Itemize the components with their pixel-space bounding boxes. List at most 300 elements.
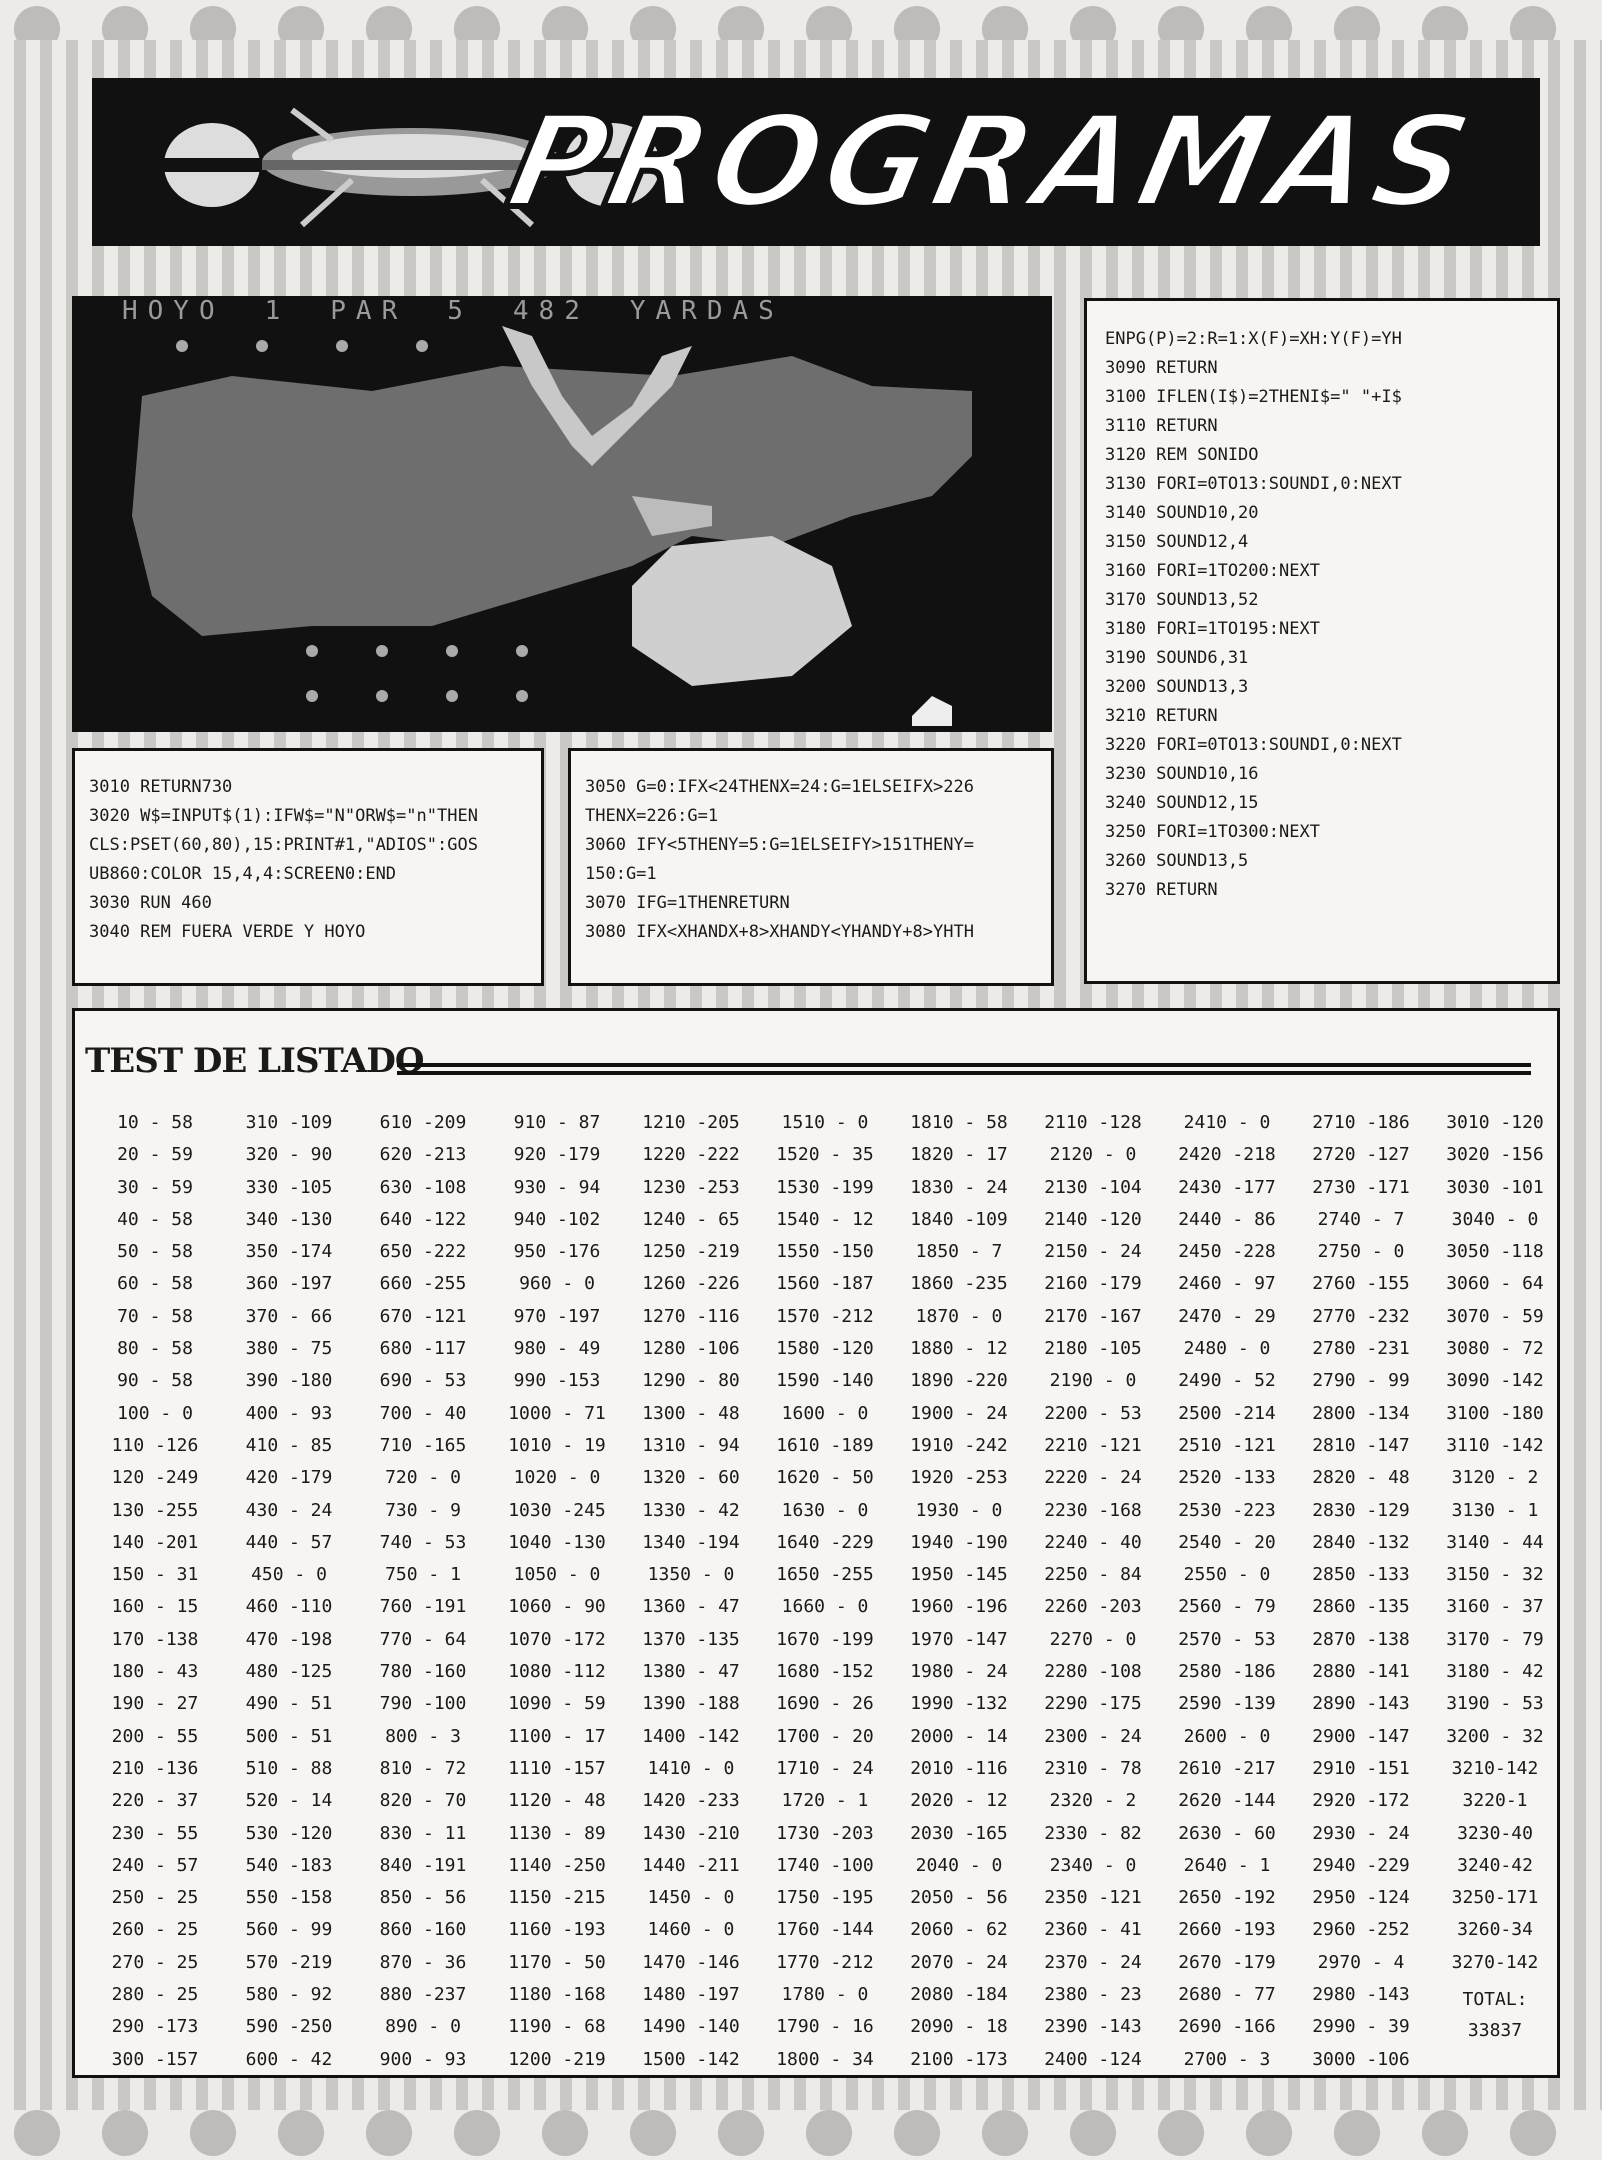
checksum-entry: 2700 - 3 xyxy=(1183,2048,1271,2070)
page-header xyxy=(92,78,1540,246)
checksum-entry: 3060 - 64 xyxy=(1446,1273,1544,1295)
checksum-entry: 920 -179 xyxy=(513,1144,601,1166)
border-dot xyxy=(454,2110,500,2156)
checksum-entry: 1500 -142 xyxy=(642,2048,740,2070)
checksum-entry: 2010 -116 xyxy=(910,1757,1008,1779)
checksum-entry: 2650 -192 xyxy=(1178,1887,1276,1909)
checksum-entry: 260 - 25 xyxy=(111,1919,199,1941)
checksum-entry: 2710 -186 xyxy=(1312,1112,1410,1133)
checksum-entry: 2320 - 2 xyxy=(1049,1790,1137,1812)
checksum-entry: 2810 -147 xyxy=(1312,1434,1410,1456)
code-listing-right xyxy=(1084,298,1560,984)
checksum-entry: 540 -183 xyxy=(245,1854,333,1876)
checksum-entry: 2310 - 78 xyxy=(1044,1757,1142,1779)
checksum-entry: 2580 -186 xyxy=(1178,1661,1276,1683)
checksum-entry: 1870 - 0 xyxy=(915,1305,1003,1327)
checksum-entry: 2900 -147 xyxy=(1312,1725,1410,1747)
checksum-entry: 2720 -127 xyxy=(1312,1144,1410,1166)
checksum-entry: 2050 - 56 xyxy=(910,1887,1008,1909)
checksum-entry: 1990 -132 xyxy=(910,1693,1008,1715)
checksum-entry: 1220 -222 xyxy=(642,1144,740,1166)
checksum-entry: 750 - 1 xyxy=(385,1564,461,1586)
checksum-entry: 3000 -106 xyxy=(1312,2048,1410,2070)
checksum-entry: 2740 - 7 xyxy=(1317,1208,1405,1230)
checksum-entry: 2200 - 53 xyxy=(1044,1402,1142,1424)
checksum-entry: 2670 -179 xyxy=(1178,1951,1276,1973)
checksum-entry: 2570 - 53 xyxy=(1178,1628,1276,1650)
checksum-entry: 20 - 59 xyxy=(117,1144,193,1166)
checksum-entry: 2540 - 20 xyxy=(1178,1531,1276,1553)
border-dot xyxy=(1246,2110,1292,2156)
checksum-entry: 140 -201 xyxy=(111,1531,199,1553)
checksum-entry: 1750 -195 xyxy=(776,1887,874,1909)
checksum-entry: 170 -138 xyxy=(111,1628,199,1650)
checksum-entry: 1140 -250 xyxy=(508,1854,606,1876)
checksum-entry: 320 - 90 xyxy=(245,1144,333,1166)
code-line: 3180 FORI=1TO195:NEXT xyxy=(1105,619,1320,639)
checksum-entry: 2560 - 79 xyxy=(1178,1596,1276,1618)
checksum-entry: 3170 - 79 xyxy=(1446,1628,1544,1650)
checksum-entry: 3220-1 xyxy=(1462,1790,1528,1812)
checksum-entry: 3240-42 xyxy=(1457,1854,1533,1876)
checksum-column xyxy=(889,1107,1029,2076)
checksum-entry: 1650 -255 xyxy=(776,1564,874,1586)
checksum-entry: 130 -255 xyxy=(111,1499,199,1521)
checksum-entry: 1860 -235 xyxy=(910,1273,1008,1295)
checksum-entry: 1840 -109 xyxy=(910,1208,1008,1230)
checksum-entry: 1660 - 0 xyxy=(781,1596,869,1618)
code-listing-left xyxy=(72,748,544,986)
checksum-entry: 160 - 15 xyxy=(111,1596,199,1618)
checksum-entry: 2770 -232 xyxy=(1312,1305,1410,1327)
checksum-entry: 2680 - 77 xyxy=(1178,1984,1276,2006)
checksum-entry: 1250 -219 xyxy=(642,1241,740,1263)
checksum-entry: 710 -165 xyxy=(379,1434,467,1456)
checksum-entry: 1810 - 58 xyxy=(910,1112,1008,1133)
checksum-column xyxy=(487,1107,627,2076)
checksum-entry: 1490 -140 xyxy=(642,2016,740,2038)
checksum-entry: 1980 - 24 xyxy=(910,1661,1008,1683)
code-line: 3040 REM FUERA VERDE Y HOYO xyxy=(89,922,366,942)
checksum-entry: 820 - 70 xyxy=(379,1790,467,1812)
checksum-entry: 2510 -121 xyxy=(1178,1434,1276,1456)
checksum-entry: 850 - 56 xyxy=(379,1887,467,1909)
game-screenshot xyxy=(72,296,1052,732)
code-line: 3220 FORI=0TO13:SOUNDI,0:NEXT xyxy=(1105,735,1402,755)
checksum-entry: 2500 -214 xyxy=(1178,1402,1276,1424)
checksum-entry: 1790 - 16 xyxy=(776,2016,874,2038)
hud-hole-number: 1 xyxy=(264,296,291,326)
checksum-entry: 1130 - 89 xyxy=(508,1822,606,1844)
checksum-entry: 2800 -134 xyxy=(1312,1402,1410,1424)
checksum-entry: 740 - 53 xyxy=(379,1531,467,1553)
border-dot xyxy=(1510,2110,1556,2156)
checksum-entry: 720 - 0 xyxy=(385,1467,461,1489)
checksum-entry: 2660 -193 xyxy=(1178,1919,1276,1941)
checksum-entry: 3130 - 1 xyxy=(1451,1499,1539,1521)
border-dot xyxy=(102,2110,148,2156)
checksum-entry: 1380 - 47 xyxy=(642,1661,740,1683)
checksum-entry: 2470 - 29 xyxy=(1178,1305,1276,1327)
checksum-entry: 10 - 58 xyxy=(117,1112,193,1133)
checksum-entry: 2240 - 40 xyxy=(1044,1531,1142,1553)
border-dot xyxy=(630,2110,676,2156)
checksum-entry: 1640 -229 xyxy=(776,1531,874,1553)
checksum-entry: 230 - 55 xyxy=(111,1822,199,1844)
checksum-entry: 2960 -252 xyxy=(1312,1919,1410,1941)
code-listing-middle xyxy=(568,748,1054,986)
checksum-entry: 1080 -112 xyxy=(508,1661,606,1683)
checksum-entry: 340 -130 xyxy=(245,1208,333,1230)
checksum-entry: 2990 - 39 xyxy=(1312,2016,1410,2038)
checksum-entry: 610 -209 xyxy=(379,1112,467,1133)
checksum-entry: 2230 -168 xyxy=(1044,1499,1142,1521)
checksum-entry: 1920 -253 xyxy=(910,1467,1008,1489)
checksum-entry: 2400 -124 xyxy=(1044,2048,1142,2070)
checksum-entry: 590 -250 xyxy=(245,2016,333,2038)
checksum-entry: 2380 - 23 xyxy=(1044,1984,1142,2006)
checksum-entry: 60 - 58 xyxy=(117,1273,193,1295)
code-line: 3020 W$=INPUT$(1):IFW$="N"ORW$="n"THEN xyxy=(89,806,478,826)
checksum-entry: 1400 -142 xyxy=(642,1725,740,1747)
checksum-entry: 2020 - 12 xyxy=(910,1790,1008,1812)
checksum-entry: 500 - 51 xyxy=(245,1725,333,1747)
checksum-entry: 2830 -129 xyxy=(1312,1499,1410,1521)
checksum-entry: 3270-142 xyxy=(1451,1951,1539,1973)
checksum-entry: 810 - 72 xyxy=(379,1757,467,1779)
checksum-entry: 1730 -203 xyxy=(776,1822,874,1844)
checksum-entry: 1950 -145 xyxy=(910,1564,1008,1586)
checksum-entry: 2250 - 84 xyxy=(1044,1564,1142,1586)
checksum-entry: 1420 -233 xyxy=(642,1790,740,1812)
checksum-entry: 3180 - 42 xyxy=(1446,1661,1544,1683)
checksum-entry: 370 - 66 xyxy=(245,1305,333,1327)
code-line: ENPG(P)=2:R=1:X(F)=XH:Y(F)=YH xyxy=(1105,329,1402,349)
checksum-entry: 1510 - 0 xyxy=(781,1112,869,1133)
checksum-columns xyxy=(85,1107,1555,2070)
checksum-entry: 550 -158 xyxy=(245,1887,333,1909)
checksum-entry: 1930 - 0 xyxy=(915,1499,1003,1521)
checksum-entry: 1910 -242 xyxy=(910,1434,1008,1456)
code-line: 3120 REM SONIDO xyxy=(1105,445,1259,465)
checksum-entry: 3100 -180 xyxy=(1446,1402,1544,1424)
checksum-entry: 2590 -139 xyxy=(1178,1693,1276,1715)
checksum-entry: 1970 -147 xyxy=(910,1628,1008,1650)
checksum-entry: 220 - 37 xyxy=(111,1790,199,1812)
checksum-entry: 3250-171 xyxy=(1451,1887,1539,1909)
code-line: 3090 RETURN xyxy=(1105,358,1218,378)
checksum-entry: 2530 -223 xyxy=(1178,1499,1276,1521)
checksum-entry: 830 - 11 xyxy=(379,1822,467,1844)
checksum-entry: 1100 - 17 xyxy=(508,1725,606,1747)
checksum-entry: 1230 -253 xyxy=(642,1176,740,1198)
checksum-entry: 2760 -155 xyxy=(1312,1273,1410,1295)
checksum-entry: 1550 -150 xyxy=(776,1241,874,1263)
border-dot xyxy=(718,2110,764,2156)
checksum-entry: 2360 - 41 xyxy=(1044,1919,1142,1941)
bottom-dots-border xyxy=(0,2104,1602,2160)
checksum-entry: 760 -191 xyxy=(379,1596,467,1618)
checksum-entry: 1590 -140 xyxy=(776,1370,874,1392)
checksum-entry: 1200 -219 xyxy=(508,2048,606,2070)
checksum-entry: 2490 - 52 xyxy=(1178,1370,1276,1392)
checksum-entry: 3230-40 xyxy=(1457,1822,1533,1844)
code-line: 3060 IFY<5THENY=5:G=1ELSEIFY>151THENY= xyxy=(585,835,974,855)
code-line: 3070 IFG=1THENRETURN xyxy=(585,893,790,913)
border-dot xyxy=(1070,2110,1116,2156)
checksum-entry: 2950 -124 xyxy=(1312,1887,1410,1909)
checksum-entry: 1470 -146 xyxy=(642,1951,740,1973)
code-line: 3230 SOUND10,16 xyxy=(1105,764,1259,784)
checksum-entry: 510 - 88 xyxy=(245,1757,333,1779)
checksum-entry: 1240 - 65 xyxy=(642,1208,740,1230)
checksum-entry: 1430 -210 xyxy=(642,1822,740,1844)
code-line: 3260 SOUND13,5 xyxy=(1105,851,1249,871)
checksum-entry: 400 - 93 xyxy=(245,1402,333,1424)
code-line: 3150 SOUND12,4 xyxy=(1105,532,1249,552)
checksum-entry: 520 - 14 xyxy=(245,1790,333,1812)
checksum-entry: 1180 -168 xyxy=(508,1984,606,2006)
checksum-entry: 1330 - 42 xyxy=(642,1499,740,1521)
checksum-entry: 1850 - 7 xyxy=(915,1241,1003,1263)
checksum-entry: 2350 -121 xyxy=(1044,1887,1142,1909)
hud-distance: 482 xyxy=(512,296,590,326)
checksum-entry: 580 - 92 xyxy=(245,1984,333,2006)
checksum-entry: 1030 -245 xyxy=(508,1499,606,1521)
checksum-entry: 2260 -203 xyxy=(1044,1596,1142,1618)
checksum-entry: 2610 -217 xyxy=(1178,1757,1276,1779)
code-line: 3170 SOUND13,52 xyxy=(1105,590,1259,610)
checksum-entry: 2280 -108 xyxy=(1044,1661,1142,1683)
checksum-entry: 80 - 58 xyxy=(117,1338,193,1360)
checksum-entry: 640 -122 xyxy=(379,1208,467,1230)
checksum-entry: 2750 - 0 xyxy=(1317,1241,1405,1263)
checksum-entry: 1300 - 48 xyxy=(642,1402,740,1424)
checksum-entry: 680 -117 xyxy=(379,1338,467,1360)
checksum-entry: 1690 - 26 xyxy=(776,1693,874,1715)
checksum-entry: 2930 - 24 xyxy=(1312,1822,1410,1844)
checksum-entry: 1450 - 0 xyxy=(647,1887,735,1909)
checksum-entry: 1560 -187 xyxy=(776,1273,874,1295)
code-line: 3010 RETURN730 xyxy=(89,777,233,797)
checksum-entry: 310 -109 xyxy=(245,1112,333,1133)
checksum-entry: 2080 -184 xyxy=(910,1984,1008,2006)
checksum-entry: 800 - 3 xyxy=(385,1725,461,1747)
checksum-entry: 2090 - 18 xyxy=(910,2016,1008,2038)
checksum-entry: 2730 -171 xyxy=(1312,1176,1410,1198)
checksum-entry: 2630 - 60 xyxy=(1178,1822,1276,1844)
checksum-entry: 330 -105 xyxy=(245,1176,333,1198)
checksum-entry: 1700 - 20 xyxy=(776,1725,874,1747)
code-line: 3240 SOUND12,15 xyxy=(1105,793,1259,813)
checksum-entry: 440 - 57 xyxy=(245,1531,333,1553)
checksum-entry: 1000 - 71 xyxy=(508,1402,606,1424)
checksum-entry: 350 -174 xyxy=(245,1241,333,1263)
border-dot xyxy=(1334,2110,1380,2156)
hud-par-label: PAR xyxy=(330,296,408,326)
checksum-entry: 1940 -190 xyxy=(910,1531,1008,1553)
golf-course-map xyxy=(72,296,1052,732)
checksum-entry: 1150 -215 xyxy=(508,1887,606,1909)
checksum-entry: 3050 -118 xyxy=(1446,1241,1544,1263)
code-line: 3110 RETURN xyxy=(1105,416,1218,436)
checksum-entry: 1760 -144 xyxy=(776,1919,874,1941)
checksum-entry: 2210 -121 xyxy=(1044,1434,1142,1456)
checksum-entry: 90 - 58 xyxy=(117,1370,193,1392)
checksum-entry: 860 -160 xyxy=(379,1919,467,1941)
checksum-entry: 360 -197 xyxy=(245,1273,333,1295)
checksum-entry: 980 - 49 xyxy=(513,1338,601,1360)
checksum-entry: 940 -102 xyxy=(513,1208,601,1230)
checksum-entry: 40 - 58 xyxy=(117,1208,193,1230)
checksum-entry: 2940 -229 xyxy=(1312,1854,1410,1876)
checksum-entry: 2980 -143 xyxy=(1312,1984,1410,2006)
checksum-entry: 70 - 58 xyxy=(117,1305,193,1327)
checksum-entry: 1320 - 60 xyxy=(642,1467,740,1489)
checksum-entry: 1620 - 50 xyxy=(776,1467,874,1489)
checksum-entry: 570 -219 xyxy=(245,1951,333,1973)
checksum-entry: 3030 -101 xyxy=(1446,1176,1544,1198)
checksum-entry: 2180 -105 xyxy=(1044,1338,1142,1360)
game-hud xyxy=(122,296,1042,326)
code-line: 3160 FORI=1TO200:NEXT xyxy=(1105,561,1320,581)
checksum-entry: 380 - 75 xyxy=(245,1338,333,1360)
checksum-entry: 970 -197 xyxy=(513,1305,601,1327)
checksum-entry: 470 -198 xyxy=(245,1628,333,1650)
checksum-column xyxy=(1023,1107,1163,2076)
checksum-entry: 1820 - 17 xyxy=(910,1144,1008,1166)
checksum-entry: 1160 -193 xyxy=(508,1919,606,1941)
checksum-entry: 1310 - 94 xyxy=(642,1434,740,1456)
total-value: 33837 xyxy=(1467,2020,1523,2042)
checksum-entry: 840 -191 xyxy=(379,1854,467,1876)
checksum-entry: 770 - 64 xyxy=(379,1628,467,1650)
checksum-entry: 110 -126 xyxy=(111,1434,199,1456)
checksum-entry: 2300 - 24 xyxy=(1044,1725,1142,1747)
checksum-entry: 490 - 51 xyxy=(245,1693,333,1715)
checksum-entry: 790 -100 xyxy=(379,1693,467,1715)
checksum-entry: 1740 -100 xyxy=(776,1854,874,1876)
border-dot xyxy=(366,2110,412,2156)
checksum-entry: 990 -153 xyxy=(513,1370,601,1392)
checksum-entry: 3210-142 xyxy=(1451,1757,1539,1779)
checksum-entry: 2620 -144 xyxy=(1178,1790,1276,1812)
checksum-entry: 2060 - 62 xyxy=(910,1919,1008,1941)
title-rule xyxy=(397,1063,1531,1075)
checksum-entry: 2870 -138 xyxy=(1312,1628,1410,1650)
checksum-entry: 1410 - 0 xyxy=(647,1757,735,1779)
checksum-entry: 2690 -166 xyxy=(1178,2016,1276,2038)
checksum-entry: 30 - 59 xyxy=(117,1176,193,1198)
checksum-entry: 3020 -156 xyxy=(1446,1144,1544,1166)
checksum-entry: 2370 - 24 xyxy=(1044,1951,1142,1973)
checksum-entry: 2170 -167 xyxy=(1044,1305,1142,1327)
checksum-entry: 950 -176 xyxy=(513,1241,601,1263)
checksum-entry: 880 -237 xyxy=(379,1984,467,2006)
border-dot xyxy=(1158,2110,1204,2156)
checksum-entry: 2070 - 24 xyxy=(910,1951,1008,1973)
checksum-entry: 450 - 0 xyxy=(251,1564,327,1586)
checksum-entry: 1670 -199 xyxy=(776,1628,874,1650)
checksum-entry: 120 -249 xyxy=(111,1467,199,1489)
checksum-entry: 200 - 55 xyxy=(111,1725,199,1747)
border-dot xyxy=(14,2110,60,2156)
code-line: THENX=226:G=1 xyxy=(585,806,719,826)
checksum-entry: 1440 -211 xyxy=(642,1854,740,1876)
code-line: 3200 SOUND13,3 xyxy=(1105,677,1249,697)
checksum-entry: 1010 - 19 xyxy=(508,1434,606,1456)
checksum-entry: 1960 -196 xyxy=(910,1596,1008,1618)
code-line: 3210 RETURN xyxy=(1105,706,1218,726)
checksum-entry: 2130 -104 xyxy=(1044,1176,1142,1198)
checksum-entry: 2550 - 0 xyxy=(1183,1564,1271,1586)
checksum-entry: 1830 - 24 xyxy=(910,1176,1008,1198)
checksum-entry: 410 - 85 xyxy=(245,1434,333,1456)
checksum-entry: 2850 -133 xyxy=(1312,1564,1410,1586)
checksum-entry: 1890 -220 xyxy=(910,1370,1008,1392)
code-line: 3270 RETURN xyxy=(1105,880,1218,900)
checksum-entry: 1720 - 1 xyxy=(781,1790,869,1812)
checksum-entry: 1580 -120 xyxy=(776,1338,874,1360)
border-dot xyxy=(1422,2110,1468,2156)
checksum-entry: 2030 -165 xyxy=(910,1822,1008,1844)
checksum-entry: 1090 - 59 xyxy=(508,1693,606,1715)
checksum-entry: 3080 - 72 xyxy=(1446,1338,1544,1360)
checksum-entry: 2420 -218 xyxy=(1178,1144,1276,1166)
border-dot xyxy=(278,2110,324,2156)
checksum-entry: 3190 - 53 xyxy=(1446,1693,1544,1715)
checksum-entry: 1900 - 24 xyxy=(910,1402,1008,1424)
checksum-entry: 1480 -197 xyxy=(642,1984,740,2006)
checksum-entry: 1390 -188 xyxy=(642,1693,740,1715)
checksum-entry: 2430 -177 xyxy=(1178,1176,1276,1198)
checksum-entry: 960 - 0 xyxy=(519,1273,595,1295)
checksum-entry: 420 -179 xyxy=(245,1467,333,1489)
checksum-entry: 1210 -205 xyxy=(642,1112,740,1133)
page-title: PROGRAMAS xyxy=(495,88,1486,237)
checksum-entry: 1800 - 34 xyxy=(776,2048,874,2070)
checksum-entry: 180 - 43 xyxy=(111,1661,199,1683)
checksum-entry: 890 - 0 xyxy=(385,2016,461,2038)
checksum-entry: 2840 -132 xyxy=(1312,1531,1410,1553)
checksum-entry: 1460 - 0 xyxy=(647,1919,735,1941)
checksum-entry: 690 - 53 xyxy=(379,1370,467,1392)
checksum-entry: 3140 - 44 xyxy=(1446,1531,1544,1553)
checksum-entry: 1120 - 48 xyxy=(508,1790,606,1812)
checksum-entry: 660 -255 xyxy=(379,1273,467,1295)
checksum-entry: 100 - 0 xyxy=(117,1402,193,1424)
checksum-entry: 2820 - 48 xyxy=(1312,1467,1410,1489)
checksum-entry: 2150 - 24 xyxy=(1044,1241,1142,1263)
code-line: 3190 SOUND6,31 xyxy=(1105,648,1249,668)
hud-par-value: 5 xyxy=(447,296,473,326)
checksum-entry: 3110 -142 xyxy=(1446,1434,1544,1456)
checksum-column xyxy=(755,1107,895,2076)
checksum-entry: 460 -110 xyxy=(245,1596,333,1618)
checksum-entry: 480 -125 xyxy=(245,1661,333,1683)
checksum-entry: 2040 - 0 xyxy=(915,1854,1003,1876)
code-line: 3130 FORI=0TO13:SOUNDI,0:NEXT xyxy=(1105,474,1402,494)
checksum-entry: 280 - 25 xyxy=(111,1984,199,2006)
code-line: 3050 G=0:IFX<24THENX=24:G=1ELSEIFX>226 xyxy=(585,777,974,797)
checksum-entry: 1370 -135 xyxy=(642,1628,740,1650)
checksum-entry: 1060 - 90 xyxy=(508,1596,606,1618)
code-line: 3030 RUN 460 xyxy=(89,893,212,913)
checksum-entry: 1050 - 0 xyxy=(513,1564,601,1586)
code-line: 150:G=1 xyxy=(585,864,657,884)
checksum-entry: 620 -213 xyxy=(379,1144,467,1166)
checksum-entry: 1880 - 12 xyxy=(910,1338,1008,1360)
